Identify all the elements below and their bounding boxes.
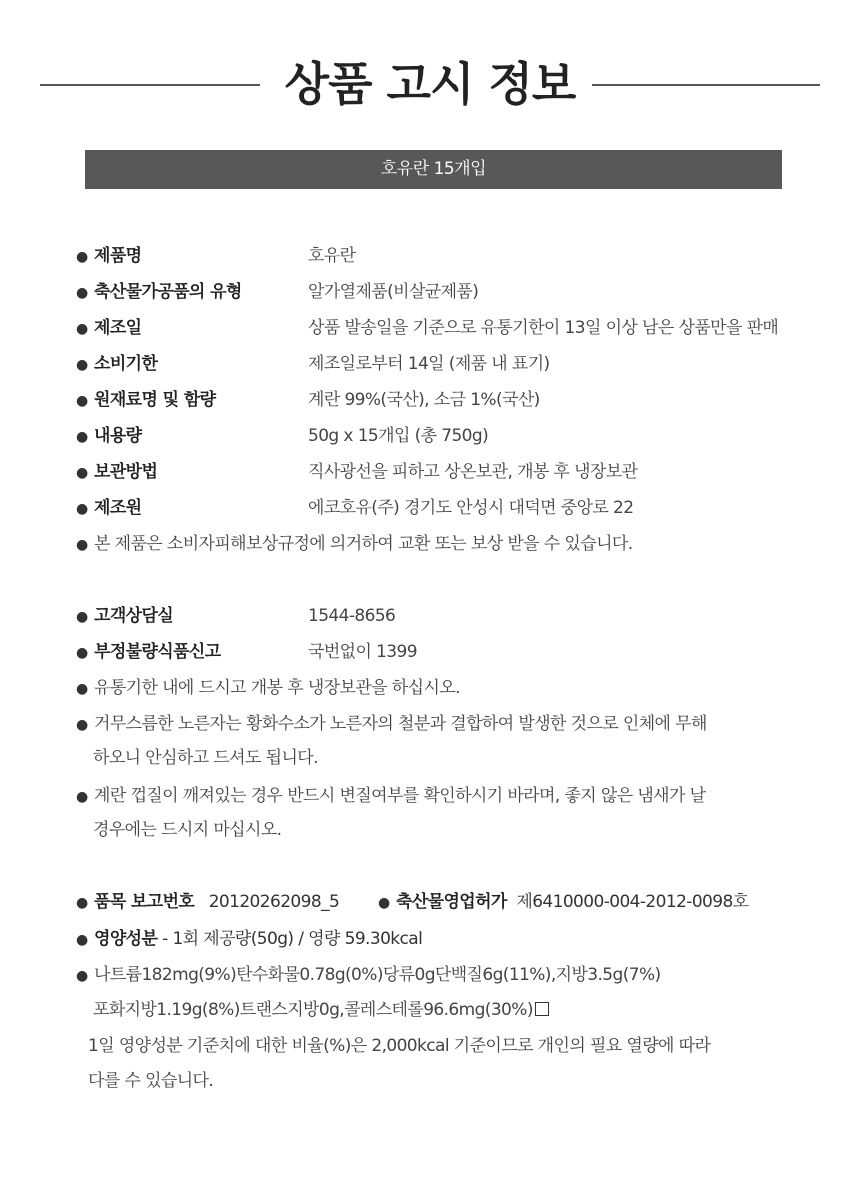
bullet-icon: ● (76, 968, 88, 984)
title-divider-right (592, 84, 820, 86)
note-text: 본 제품은 소비자피해보상규정에 의거하여 교환 또는 보상 받을 수 있습니다. (94, 534, 633, 554)
info-label: 소비기한 (94, 354, 158, 374)
info-value: 알가열제품(비살균제품) (308, 282, 479, 302)
license-label: 축산물영업허가 (396, 892, 507, 912)
nutrients-text: 나트륨182mg(9%)탄수화물0.78g(0%)당류0g단백질6g(11%),지방3.5g(7%) (94, 965, 661, 985)
bullet-icon: ● (76, 285, 88, 301)
info-label: 고객상담실 (94, 606, 174, 626)
info-value: 국번없이 1399 (308, 642, 417, 662)
bullet-icon: ● (76, 357, 88, 373)
info-value: 호유란 (308, 246, 356, 266)
bullet-icon: ● (76, 429, 88, 445)
info-row-manufacturer (76, 496, 634, 521)
license-value: 제6410000-004-2012-0098호 (516, 892, 749, 912)
info-row-type (76, 280, 479, 305)
bullet-icon: ● (76, 537, 88, 553)
note-storage (76, 676, 460, 701)
bullet-icon: ● (76, 645, 88, 661)
bullet-icon: ● (76, 609, 88, 625)
info-value: 1544-8656 (308, 606, 396, 626)
nutrition-footnote-line1: 1일 영양성분 기준치에 대한 비율(%)은 2,000kcal 기준이므로 개인의 필요 열량에 따라 (88, 1036, 711, 1056)
info-value: 제조일로부터 14일 (제품 내 표기) (308, 354, 550, 374)
info-row-manufacture-date (76, 316, 779, 341)
info-value: 계란 99%(국산), 소금 1%(국산) (308, 390, 540, 410)
info-value: 에코호유(주) 경기도 안성시 대덕면 중앙로 22 (308, 498, 634, 518)
nutrition-footnote-line2: 다를 수 있습니다. (88, 1071, 214, 1091)
info-value: 50g x 15개입 (총 750g) (308, 426, 489, 446)
info-row-expiry (76, 352, 550, 377)
title-area (0, 52, 860, 122)
info-row-nutrients (76, 963, 661, 988)
bullet-icon: ● (76, 249, 88, 265)
nutrients-text-2: 포화지방1.19g(8%)트랜스지방0g,콜레스테롤96.6mg(30%) (93, 1000, 533, 1020)
bullet-icon: ● (76, 895, 88, 911)
info-label: 원재료명 및 함량 (94, 390, 216, 410)
info-row-ingredients (76, 388, 540, 413)
bullet-icon: ● (76, 321, 88, 337)
info-label: 축산물가공품의 유형 (94, 282, 242, 302)
bullet-icon: ● (76, 789, 88, 805)
note-yolk-continued: 하오니 안심하고 드셔도 됩니다. (93, 748, 318, 768)
info-row-report-hotline (76, 640, 417, 665)
bullet-icon: ● (76, 681, 88, 697)
bullet-icon: ● (76, 393, 88, 409)
info-label: 제품명 (94, 246, 142, 266)
license-group (378, 890, 749, 915)
info-label: 내용량 (94, 426, 142, 446)
nutrition-label: 영양성분 (94, 929, 158, 949)
bullet-icon: ● (76, 465, 88, 481)
nutrition-group (94, 927, 422, 951)
info-row-product-name (76, 244, 356, 269)
note-yolk (76, 712, 707, 737)
info-label: 제조일 (94, 318, 142, 338)
bullet-icon: ● (76, 932, 88, 948)
report-number-label: 품목 보고번호 (94, 892, 195, 912)
bullet-icon: ● (378, 895, 390, 911)
nutrition-value: - 1회 제공량(50g) / 영량 59.30kcal (162, 929, 423, 949)
note-shell (76, 784, 706, 809)
info-value: 상품 발송일을 기준으로 유통기한이 13일 이상 남은 상품만을 판매 (308, 318, 779, 338)
note-text: 유통기한 내에 드시고 개봉 후 냉장보관을 하십시오. (94, 678, 460, 698)
info-row-nutrition (76, 927, 423, 952)
page-title: 상품 고시 정보 (284, 57, 576, 111)
checkbox-icon (535, 1002, 549, 1016)
report-group (94, 890, 339, 914)
info-value: 직사광선을 피하고 상온보관, 개봉 후 냉장보관 (308, 462, 638, 482)
report-number-value: 20120262098_5 (208, 892, 340, 912)
info-label: 제조원 (94, 498, 142, 518)
info-label: 보관방법 (94, 462, 158, 482)
nutrients-continued (93, 998, 549, 1022)
info-row-storage (76, 460, 638, 485)
bullet-icon: ● (76, 501, 88, 517)
note-text: 계란 껍질이 깨져있는 경우 반드시 변질여부를 확인하시기 바라며, 좋지 않은 냄새가 날 (94, 786, 706, 806)
info-row-quantity (76, 424, 489, 449)
info-label: 부정불량식품신고 (94, 642, 221, 662)
note-text: 거무스름한 노른자는 황화수소가 노른자의 철분과 결합하여 발생한 것으로 인체에 무해 (94, 714, 707, 734)
info-row-customer-center (76, 604, 396, 629)
note-shell-continued: 경우에는 드시지 마십시오. (93, 820, 282, 840)
info-note-compensation (76, 532, 633, 557)
bullet-icon: ● (76, 717, 88, 733)
product-banner: 호유란 15개입 (85, 150, 782, 189)
info-row-report-license (76, 890, 749, 915)
